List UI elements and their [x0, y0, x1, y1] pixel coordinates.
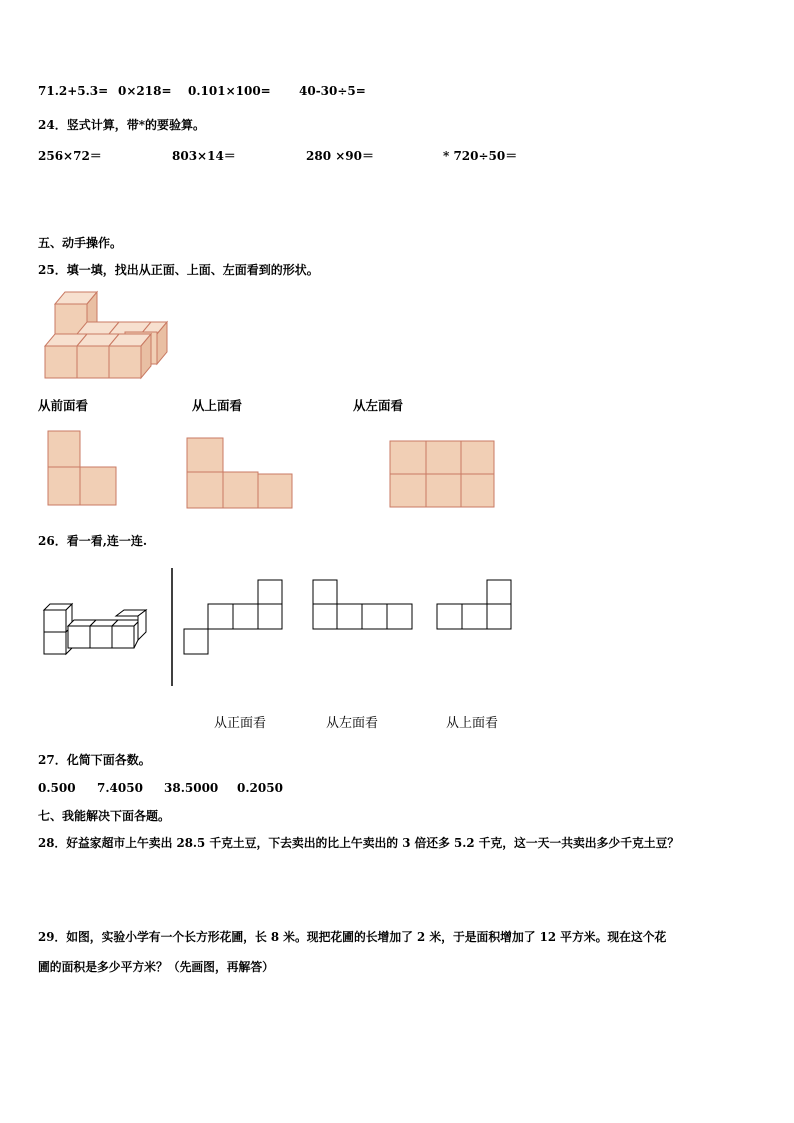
q29-line-2: 圃的面积是多少平方米？（先画图，再解答）: [38, 960, 274, 974]
expr-1: 71.2+5.3=: [38, 84, 109, 98]
grid-square: [313, 580, 337, 604]
q26-label-left: 从左面看: [326, 716, 379, 731]
q24-item-1: 256×72＝: [38, 149, 102, 163]
grid-square: [487, 580, 511, 604]
expr-2: 0×218=: [118, 84, 172, 98]
grid-square: [337, 604, 362, 629]
iso-cube-front: [44, 610, 66, 632]
q24-item-3: 280 ×90＝: [306, 149, 374, 163]
iso-cube-front: [68, 626, 90, 648]
q25-view-left-label: 从左面看: [353, 398, 404, 413]
q27-number-4: 0.2050: [237, 781, 283, 795]
grid-square: [233, 604, 258, 629]
grid-square: [362, 604, 387, 629]
q27-title: 27．化简下面各数。: [38, 753, 151, 767]
grid-square: [208, 604, 233, 629]
grid-square: [437, 604, 462, 629]
q24-item-2: 803×14＝: [172, 149, 236, 163]
expr-3: 0.101×100=: [188, 84, 271, 98]
iso-cube-side: [138, 610, 146, 640]
grid-square: [387, 604, 412, 629]
q28-text: 28．好益家超市上午卖出 28.5 千克土豆，下去卖出的比上午卖出的 3 倍还多 5.2 千克，这一天一共卖出多少千克土豆？: [38, 836, 680, 850]
section5-title: 五、动手操作。: [38, 236, 123, 250]
q24-item-4: * 720÷50＝: [443, 149, 518, 163]
q29-line-1: 29．如图，实验小学有一个长方形花圃，长 8 米。现把花圃的长增加了 2 米，于是面积增加了 12 平方米。现在这个花: [38, 930, 667, 944]
grid-square: [184, 629, 208, 654]
expr-4: 40-30÷5=: [299, 84, 366, 98]
q27-number-3: 38.5000: [164, 781, 219, 795]
q26-label-top: 从上面看: [446, 716, 499, 731]
grid-square: [313, 604, 337, 629]
q26-label-front: 从正面看: [214, 716, 267, 731]
q25-title: 25．填一填，找出从正面、上面、左面看到的形状。: [38, 263, 319, 277]
iso-cube-side: [134, 622, 138, 648]
q27-number-1: 0.500: [38, 781, 76, 795]
q25-view-front-label: 从前面看: [38, 398, 89, 413]
q24-title: 24．竖式计算，带*的要验算。: [38, 118, 205, 132]
grid-square: [258, 580, 282, 604]
iso-cube-front: [90, 626, 112, 648]
iso-cube-front: [112, 626, 134, 648]
grid-square: [487, 604, 511, 629]
section7-title: 七、我能解决下面各题。: [38, 809, 171, 823]
q27-number-2: 7.4050: [97, 781, 143, 795]
q25-view-top-label: 从上面看: [192, 398, 243, 413]
grid-square: [462, 604, 487, 629]
grid-square: [258, 604, 282, 629]
q26-title: 26．看一看,连一连.: [38, 534, 148, 548]
iso-cube-front: [44, 632, 66, 654]
